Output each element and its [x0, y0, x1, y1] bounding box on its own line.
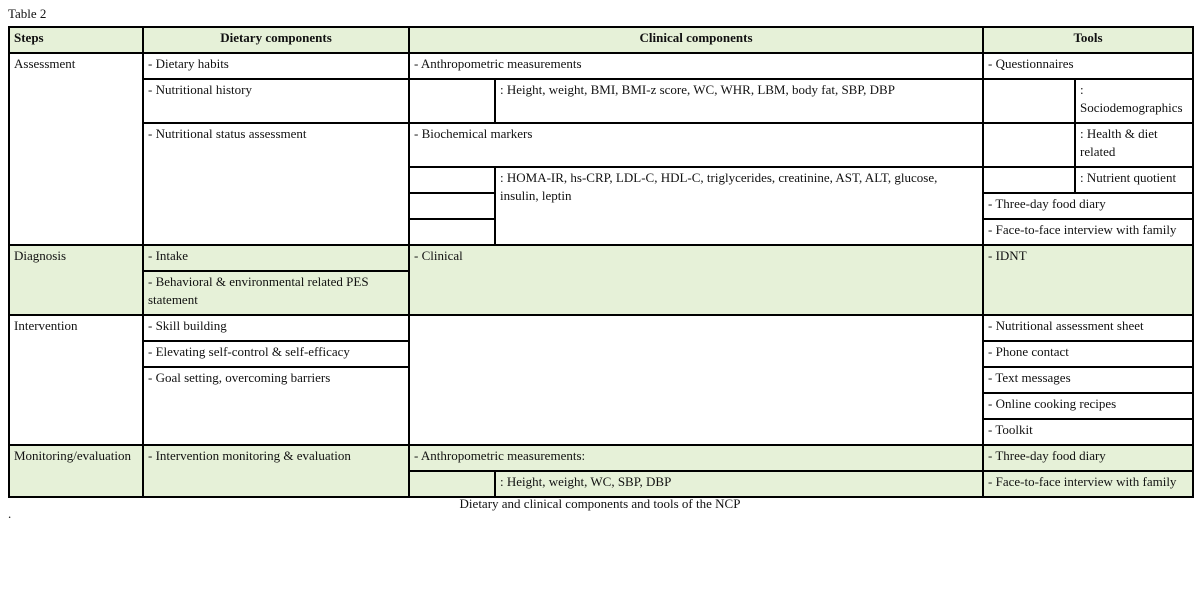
header-steps: Steps: [9, 27, 143, 53]
cooking-recipes-cell: - Online cooking recipes: [983, 393, 1193, 419]
pes-statement-cell: - Behavioral & environmental related PES statement: [143, 271, 409, 315]
family-interview-cell: - Face-to-face interview with family: [983, 219, 1193, 245]
empty-indent-cell: [409, 471, 495, 497]
anthropometric-detail-cell: : Height, weight, BMI, BMI-z score, WC, WHR, LBM, body fat, SBP, DBP: [495, 79, 983, 123]
step-diagnosis: Diagnosis: [9, 245, 143, 315]
nutritional-history-cell: - Nutritional history: [143, 79, 409, 123]
health-diet-cell: : Health & diet related: [1075, 123, 1193, 167]
empty-clinical-cell: [409, 315, 983, 445]
skill-building-cell: - Skill building: [143, 315, 409, 341]
biochemical-markers-cell: - Biochemical markers: [409, 123, 983, 167]
empty-indent-cell: [983, 79, 1075, 123]
step-monitoring: Monitoring/evaluation: [9, 445, 143, 497]
table-caption: Dietary and clinical components and tools of the NCP: [459, 496, 741, 511]
table-header-row: [9, 27, 1193, 53]
step-intervention: Intervention: [9, 315, 143, 445]
text-messages-cell: - Text messages: [983, 367, 1193, 393]
monitoring-food-diary-cell: - Three-day food diary: [983, 445, 1193, 471]
table-row: [9, 79, 1193, 123]
food-diary-cell: - Three-day food diary: [983, 193, 1193, 219]
phone-contact-cell: - Phone contact: [983, 341, 1193, 367]
empty-indent-cell: [409, 167, 495, 193]
anthropometric-measurements-cell: - Anthropometric measurements: [409, 53, 983, 79]
idnt-cell: - IDNT: [983, 245, 1193, 315]
intake-cell: - Intake: [143, 245, 409, 271]
table-row: [9, 123, 1193, 167]
table-row: [9, 315, 1193, 341]
empty-indent-cell: [983, 167, 1075, 193]
monitoring-family-interview-cell: - Face-to-face interview with family: [983, 471, 1193, 497]
self-control-cell: - Elevating self-control & self-efficacy: [143, 341, 409, 367]
ncp-components-table: [8, 26, 1194, 498]
table-row: [9, 445, 1193, 471]
nutrient-quotient-cell: : Nutrient quotient: [1075, 167, 1193, 193]
dietary-habits-cell: - Dietary habits: [143, 53, 409, 79]
intervention-monitoring-cell: - Intervention monitoring & evaluation: [143, 445, 409, 497]
clinical-diagnosis-cell: - Clinical: [409, 245, 983, 315]
questionnaires-cell: - Questionnaires: [983, 53, 1193, 79]
nutritional-status-cell: - Nutritional status assessment: [143, 123, 409, 245]
table-row: [9, 53, 1193, 79]
empty-indent-cell: [409, 79, 495, 123]
table-row: [9, 245, 1193, 271]
empty-indent-cell: [983, 123, 1075, 167]
monitoring-anthropometric-detail-cell: : Height, weight, WC, SBP, DBP: [495, 471, 983, 497]
goal-setting-cell: - Goal setting, overcoming barriers: [143, 367, 409, 445]
empty-indent-cell: [409, 193, 495, 219]
table-label: Table 2: [8, 6, 47, 21]
sociodemographics-cell: : Sociodemographics: [1075, 79, 1193, 123]
header-tools: Tools: [983, 27, 1193, 53]
header-clinical-components: Clinical components: [409, 27, 983, 53]
assessment-sheet-cell: - Nutritional assessment sheet: [983, 315, 1193, 341]
monitoring-anthropometric-cell: - Anthropometric measurements:: [409, 445, 983, 471]
step-assessment: Assessment: [9, 53, 143, 245]
trailing-mark: .: [8, 506, 12, 521]
biochemical-detail-cell: : HOMA-IR, hs-CRP, LDL-C, HDL-C, triglycerides, creatinine, AST, ALT, glucose, insulin, leptin: [495, 167, 983, 245]
empty-indent-cell: [409, 219, 495, 245]
toolkit-cell: - Toolkit: [983, 419, 1193, 445]
header-dietary-components: Dietary components: [143, 27, 409, 53]
